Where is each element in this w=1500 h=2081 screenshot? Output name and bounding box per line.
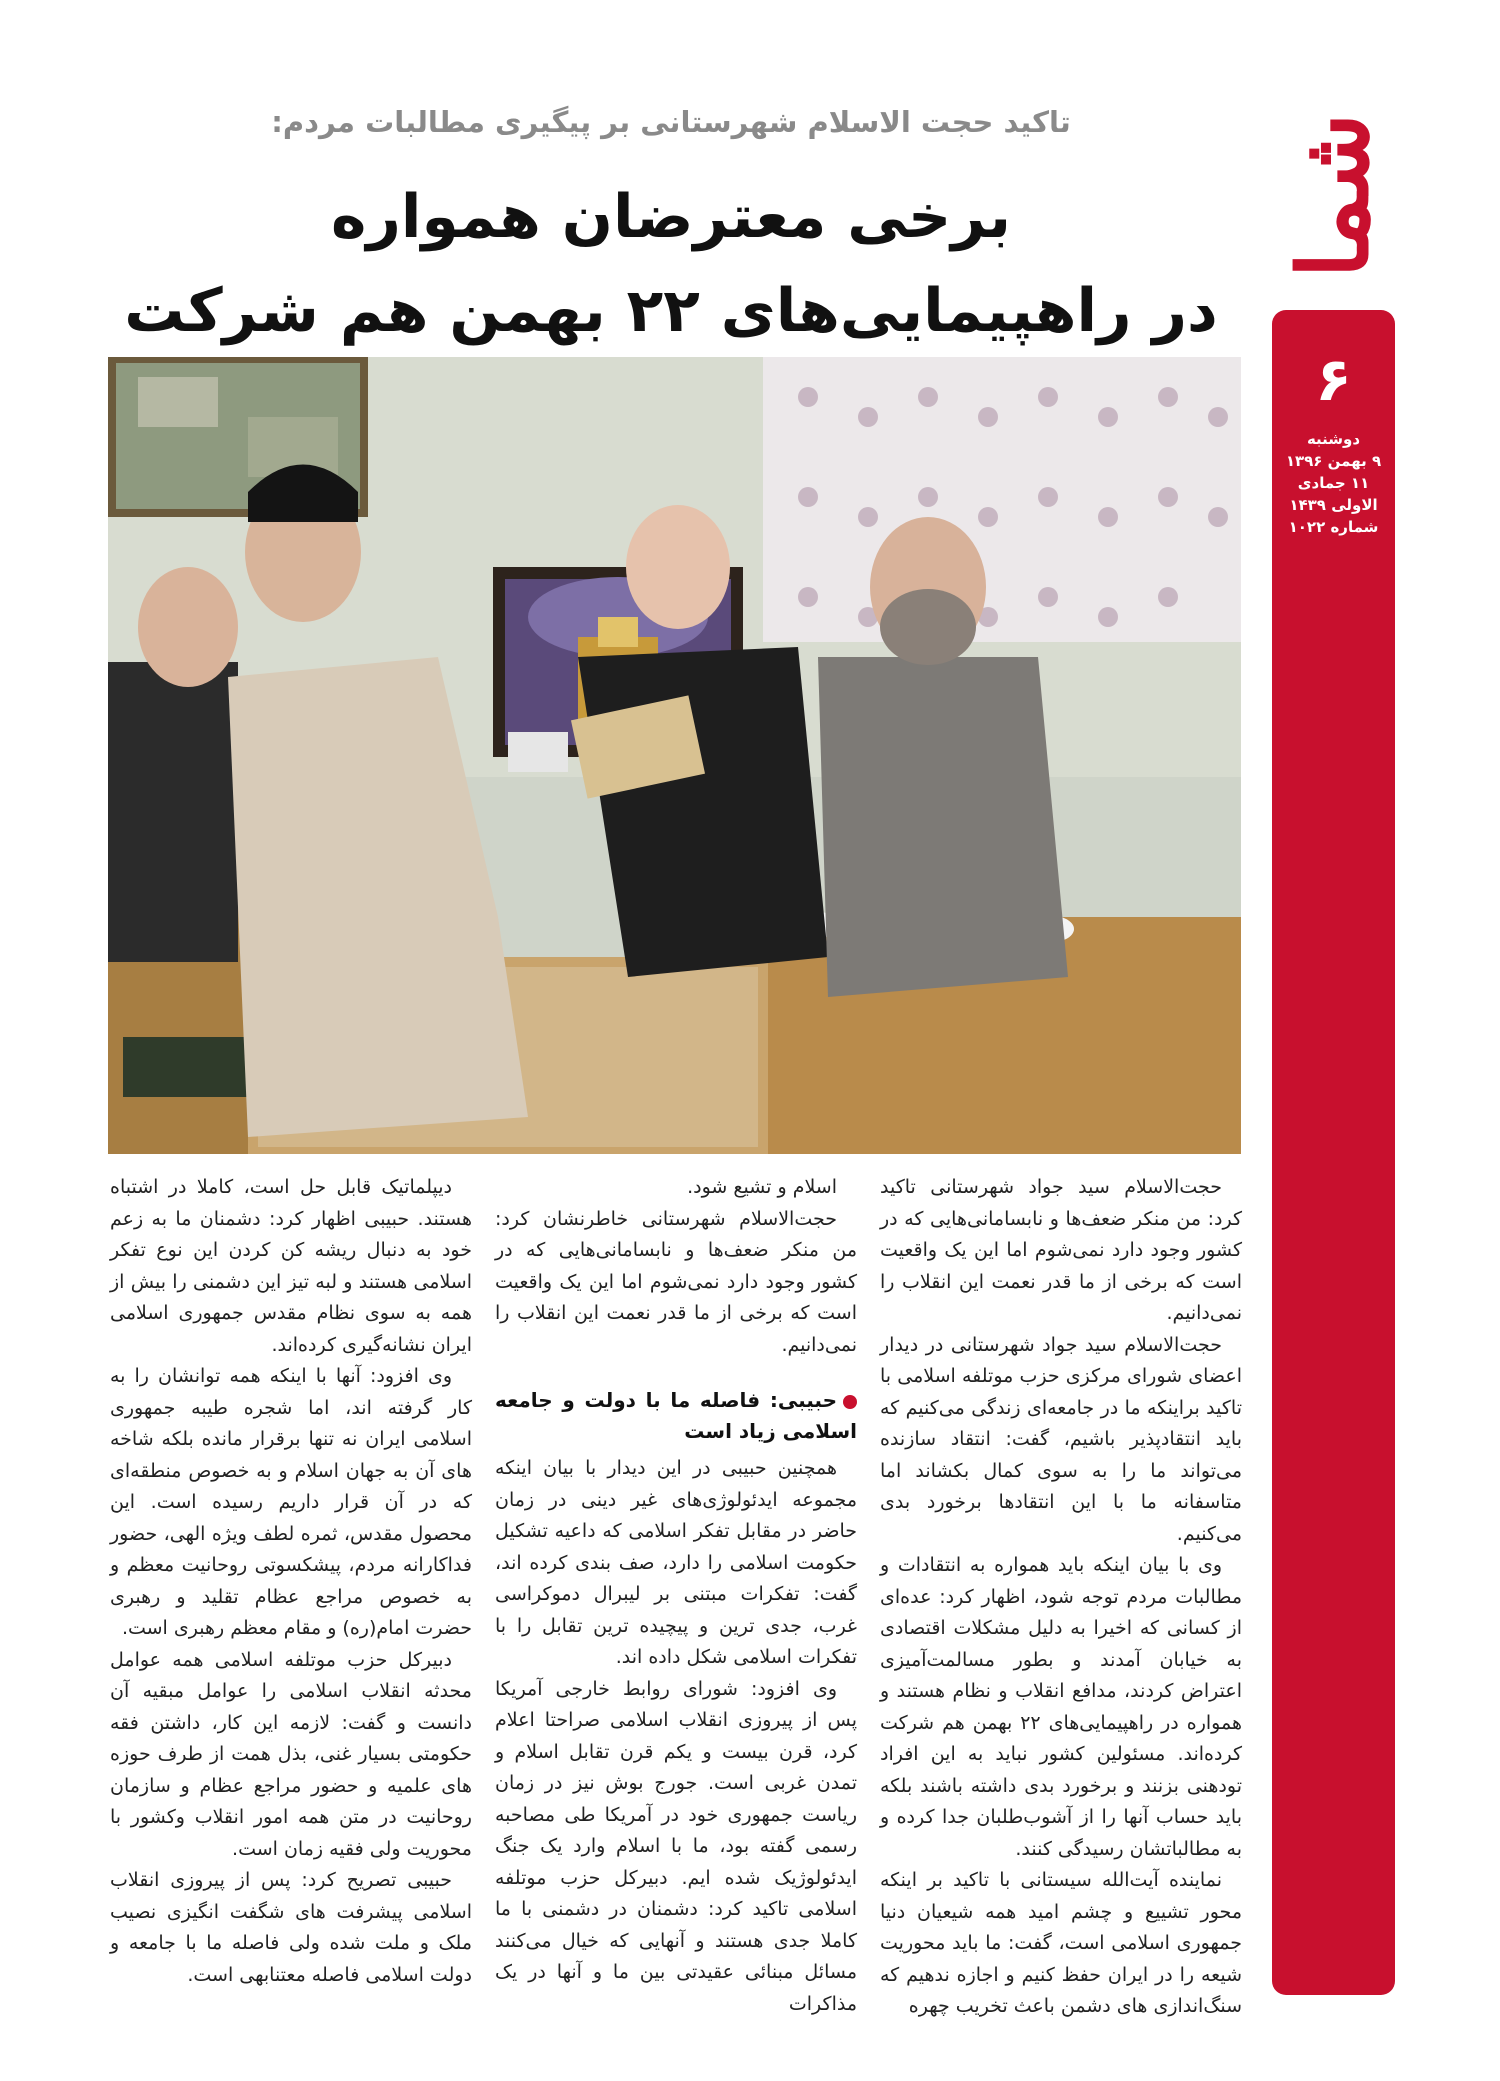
paragraph: اسلام و تشیع شود. <box>687 1176 837 1198</box>
section-subhead <box>495 1385 857 1447</box>
logo-text: شما <box>1277 113 1390 279</box>
article-column-2 <box>495 1172 857 2020</box>
headline-line-2: در راهپیمایی‌های ۲۲ بهمن هم شرکت <box>124 276 1218 346</box>
article-column-3 <box>110 1172 472 1991</box>
paragraph: حجت‌الاسلام سید جواد شهرستانی تاکید کرد: من منکر ضعف‌ها و نابسامانی‌هایی که در کشور وجود دارد نمی‌شوم اما این یک واقعیت است که برخی از ما قدر نعمت این انقلاب را نمی‌دانیم. <box>880 1176 1242 1324</box>
headline-line-1: برخی معترضان همواره <box>330 182 1012 252</box>
paragraph: دبیرکل حزب موتلفه اسلامی همه عوامل محدثه انقلاب اسلامی را عوامل مبقیه آن دانست و گفت: لازمه این کار، داشتن فقه حکومتی بسیار غنی، بذل همت از طرف حوزه های علمیه و حضور مراجع عظام و سازمان روحانیت در متن همه امور انقلاب وکشور با محوریت ولی فقیه زمان است. <box>110 1648 472 1860</box>
paragraph: وی افزود: شورای روابط خارجی آمریکا پس از پیروزی انقلاب اسلامی صراحتا اعلام کرد، قرن بیست و یکم قرن تقابل اسلام و تمدن غربی است. جورج بوش نیز در زمان ریاست جمهوری خود در آمریکا طی مصاحبه رسمی گفته بود، ما با اسلام وارد یک جنگ ایدئولوژیک شده ایم. دبیرکل حزب موتلفه اسلامی تاکید کرد: دشمنان در دشمنی با ما کاملا جدی هستند و آنهایی که خیال می‌کنند مسائل مبنائی عقیدتی بین ما و آنها در یک مذاکرات <box>495 1677 857 2015</box>
paragraph: نماینده آیت‌الله سیستانی با تاکید بر اینکه محور تشییع و چشم امید همه شیعیان دنیا جمهوری اسلامی است، گفت: ما باید محوریت شیعه را در ایران حفظ کنیم و اجازه ندهیم که سنگ‌اندازی های دشمن باعث تخریب چهره <box>880 1869 1242 2017</box>
issue-date-solar: ۹ بهمن ۱۳۹۶ <box>1285 452 1382 470</box>
issue-number: شماره ۱۰۲۲ <box>1288 518 1379 536</box>
issue-day: دوشنبه <box>1306 430 1361 448</box>
side-bar <box>1272 310 1395 1995</box>
article-column-1 <box>880 1172 1242 2023</box>
paragraph: حجت‌الاسلام سید جواد شهرستانی در دیدار اعضای شورای مرکزی حزب موتلفه اسلامی با تاکید براینکه ما در جامعه‌ای زندگی می‌کنیم که باید انتقادپذیر باشیم، گفت: انتقاد سازنده می‌تواند ما را به سوی کمال بکشاند اما متاسفانه ما با این انتقادها برخورد بدی می‌کنیم. <box>880 1333 1242 1545</box>
bullet-dot-icon <box>843 1395 857 1409</box>
publication-logo <box>1268 92 1400 300</box>
subhead-text: حبیبی: فاصله ما با دولت و جامعه اسلامی زیاد است <box>495 1388 857 1443</box>
page-number: ۶ <box>1315 345 1352 415</box>
issue-info <box>1272 345 1395 538</box>
paragraph: حبیبی تصریح کرد: پس از پیروزی انقلاب اسلامی پیشرفت های شگفت انگیزی نصیب ملک و ملت شده ولی فاصله ما با جامعه و دولت اسلامی فاصله معتنابهی است. <box>110 1869 472 1986</box>
issue-date-lunar: ۱۱ جمادی الاولی ۱۴۳۹ <box>1289 474 1378 514</box>
paragraph: دیپلماتیک قابل حل است، کاملا در اشتباه هستند. حبیبی اظهار کرد: دشمنان ما به زعم خود به دنبال ریشه کن کردن این نوع تفکر اسلامی هستند و لبه تیز این دشمنی را بیش از همه به سوی نظام مقدس جمهوری اسلامی ایران نشانه‌گیری کرده‌اند. <box>110 1176 472 1356</box>
meeting-photo <box>108 357 1241 1154</box>
meeting-photo-illustration <box>108 357 1241 1154</box>
article-kicker: تاکید حجت الاسلام شهرستانی بر پیگیری مطالبات مردم: <box>271 105 1071 139</box>
paragraph: وی با بیان اینکه باید همواره به انتقادات و مطالبات مردم توجه شود، اظهار کرد: عده‌ای از کسانی که اخیرا به دلیل مشکلات اقتصادی به خیابان آمدند و بطور مسالمت‌آمیزی اعتراض کردند، مدافع انقلاب و نظام هستند و همواره در راهپیمایی‌های ۲۲ بهمن هم شرکت کرده‌اند. مسئولین کشور نباید به این افراد تودهنی بزنند و برخورد بدی داشته باشند بلکه باید حساب آنها را از آشوب‌طلبان جدا کرده و به مطالباتشان رسیدگی کنند. <box>880 1554 1242 1860</box>
paragraph: همچنین حبیبی در این دیدار با بیان اینکه مجموعه ایدئولوژی‌های غیر دینی در زمان حاضر در مقابل تفکر اسلامی که داعیه تشکیل حکومت اسلامی را دارد، صف بندی کرده اند، گفت: تفکرات مبتنی بر لیبرال دموکراسی غرب، جدی ترین و پیچیده ترین تقابل را با تفکرات اسلامی شکل داده اند. <box>495 1457 857 1668</box>
paragraph: حجت‌الاسلام شهرستانی خاطرنشان کرد: من منکر ضعف‌ها و نابسامانی‌هایی که در کشور وجود دارد نمی‌شوم اما این یک واقعیت است که برخی از ما قدر نعمت این انقلاب را نمی‌دانیم. <box>495 1207 857 1356</box>
paragraph: وی افزود: آنها با اینکه همه توانشان را به کار گرفته اند، اما شجره طیبه جمهوری اسلامی ایران نه تنها برقرار مانده بلکه شاخه های آن به جهان اسلام و به خصوص منطقه‌ای که در آن قرار داریم رسیده است. این محصول مقدس، ثمره لطف ویژه الهی، حضور فداکارانه مردم، پیشکسوتی روحانیت معظم و به خصوص مراجع عظام تقلید و رهبری حضرت امام(ره) و مقام معظم رهبری است. <box>110 1365 472 1639</box>
